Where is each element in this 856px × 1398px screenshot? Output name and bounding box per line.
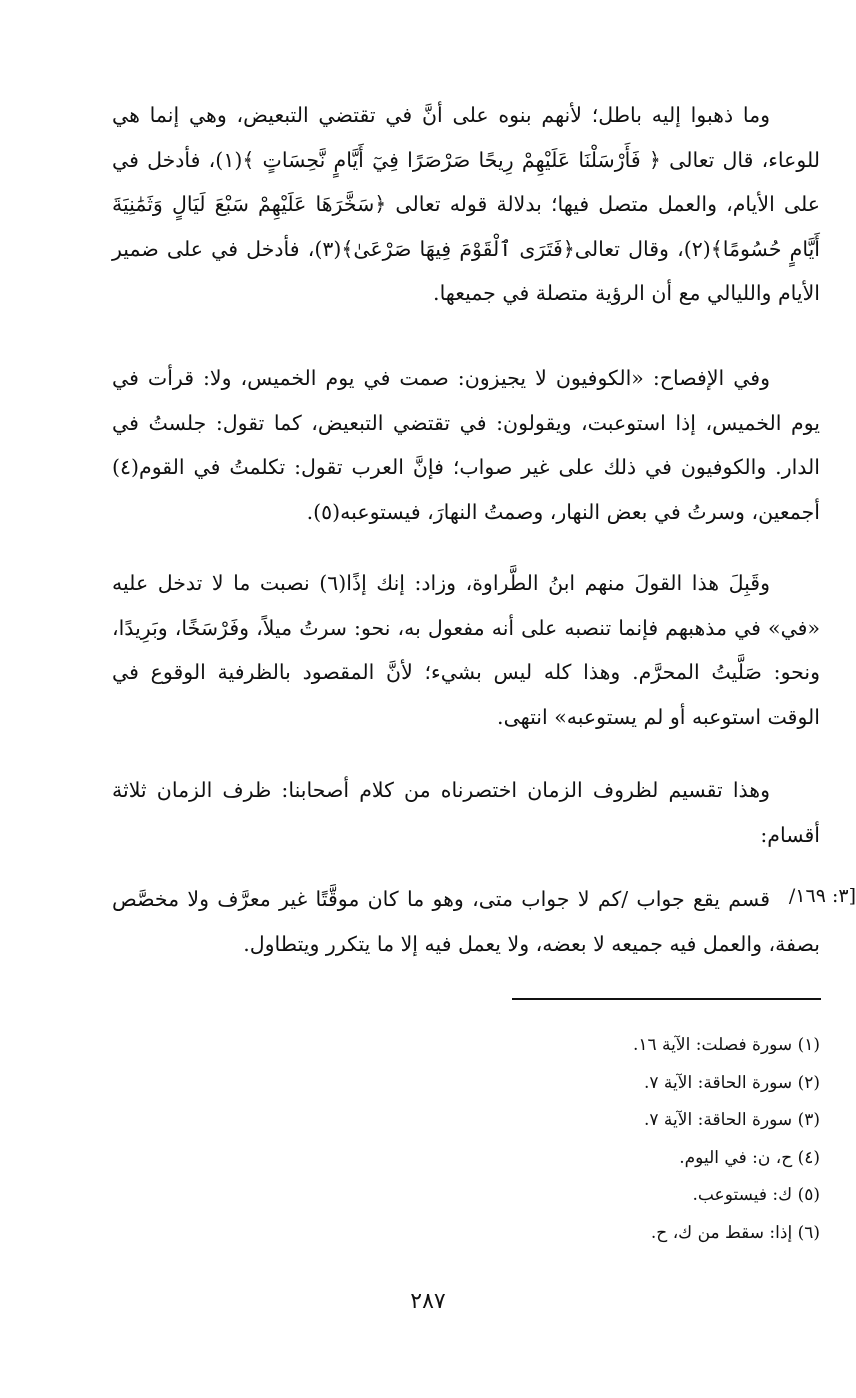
footnotes [400, 1027, 820, 1252]
paragraph-text: وهذا تقسيم لظروف الزمان اختصرناه من كلام أصحابنا: ظرف الزمان ثلاثة أقسام: [112, 778, 820, 847]
paragraph-4 [112, 768, 820, 857]
margin-page-reference: [٣: ١٦٩/ [788, 885, 856, 907]
paragraph-2 [112, 356, 820, 534]
page-number: ٢٨٧ [410, 1289, 446, 1314]
footnote-1: (١) سورة فصلت: الآية ١٦. [632, 1035, 820, 1055]
footnote-5: (٥) ك: فيستوعب. [692, 1185, 820, 1205]
paragraph-text: وقَبِلَ هذا القولَ منهم ابنُ الطَّراوة، وزاد: إنك إذًا(٦) نصبت ما لا تدخل عليه «في» في مذهبهم فإنما تنصبه على أنه مفعول به، نحو: سرتُ ميلاً، وفَرْسَخًا، وبَرِيدًا، ونحو: صَلَّيتُ المحرَّم. وهذا كله ليس بشيء؛ لأنَّ المقصود بالظرفية الوقوع في الوقت استوعبه أو لم يستوعبه» انتهى. [112, 571, 820, 729]
footnote-6: (٦) إذا: سقط من ك، ح. [650, 1222, 820, 1243]
paragraph-5 [112, 877, 820, 966]
paragraph-text: وما ذهبوا إليه باطل؛ لأنهم بنوه على أنَّ في تقتضي التبعيض، وهي إنما هي للوعاء، قال تعالى ﴿ فَأَرْسَلْنَا عَلَيْهِمْ رِيحًا صَرْصَرًا فِيٓ أَيَّامٍ نَّحِسَاتٍ ﴾(١)، فأدخل في على الأيام، والعمل متصل فيها؛ بدلالة قوله تعالى ﴿سَخَّرَهَا عَلَيْهِمْ سَبْعَ لَيَالٍ وَثَمَٰنِيَةَ أَيَّامٍ حُسُومًا﴾(٢)، وقال تعالى﴿فَتَرَى ٱلْقَوْمَ فِيهَا صَرْعَىٰ﴾(٣)، فأدخل في على ضمير الأيام والليالي مع أن الرؤية متصلة في جميعها. [112, 103, 821, 305]
footnote-separator [512, 998, 821, 1000]
footnote-2: (٢) سورة الحاقة: الآية ٧. [643, 1072, 820, 1093]
paragraph-1 [112, 93, 820, 316]
paragraph-text: وفي الإفصاح: «الكوفيون لا يجيزون: صمت في يوم الخميس، ولا: قرأت في يوم الخميس، إذا استوعبت، ويقولون: في تقتضي التبعيض، كما تقول: جلستُ في الدار. والكوفيون في ذلك على غير صواب؛ فإنَّ العرب تقول: تكلمتُ في القوم(٤) أجمعين، وسرتُ في بعض النهار، وصمتُ النهارَ، فيستوعبه(٥). [112, 366, 820, 524]
paragraph-text: قسم يقع جواب /كم لا جواب متى، وهو ما كان موقَّتًا غير معرَّف ولا مخصَّص بصفة، والعمل فيه جميعه لا بعضه، ولا يعمل فيه إلا ما يتكرر ويتطاول. [112, 887, 820, 956]
footnote-3: (٣) سورة الحاقة: الآية ٧. [643, 1110, 820, 1130]
footnote-4: (٤) ح، ن: في اليوم. [679, 1147, 820, 1168]
paragraph-3 [112, 561, 820, 739]
